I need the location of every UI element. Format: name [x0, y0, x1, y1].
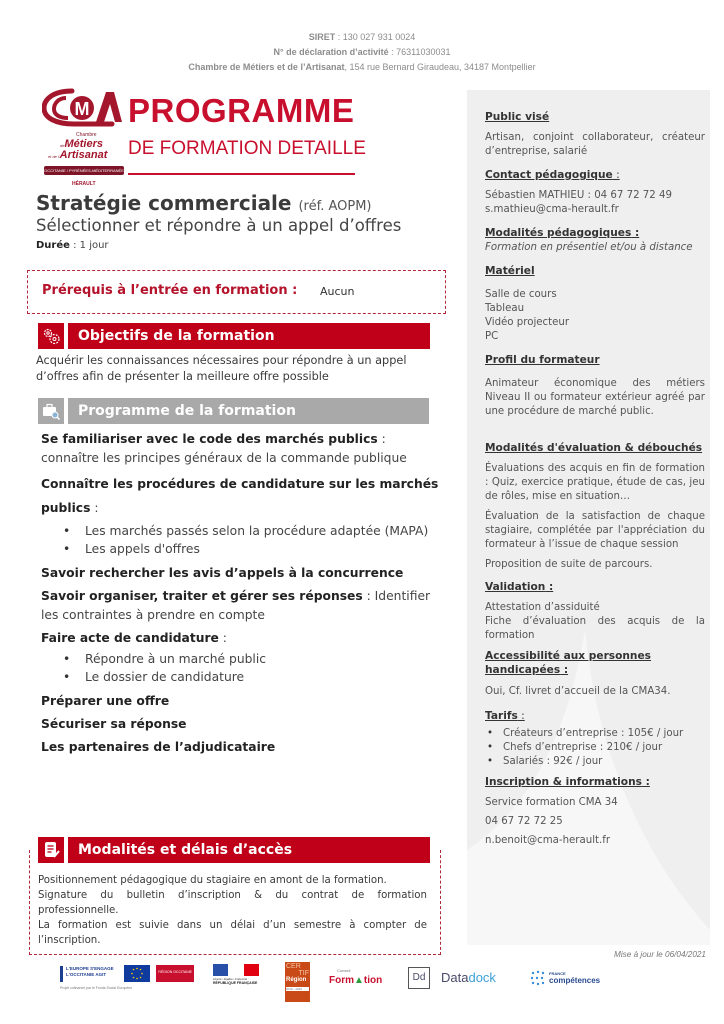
dots-grid-icon: [530, 970, 546, 988]
public-text: Artisan, conjoint collaborateur, créateur d’entreprise, salarié: [485, 132, 705, 157]
access-line: La formation est suivie dans un délai d’un semestre à compter de l’inscription.: [38, 920, 427, 946]
tarifs-heading: Tarifs :: [485, 710, 525, 722]
title-divider: [128, 173, 355, 175]
tarif-item: • Salariés : 92€ / jour: [485, 755, 705, 769]
course-title: [36, 191, 372, 215]
objectives-heading: Objectifs de la formation: [68, 323, 430, 349]
logo-europe-occitanie: [60, 966, 122, 982]
logo-conseil-formation: Conseil Form▲tion: [329, 968, 383, 986]
materiel-list: [485, 288, 705, 344]
conseil-text: Conseil: [337, 968, 351, 973]
inscription-heading: Inscription & informations :: [485, 776, 650, 788]
programme-item-title: Connaître les procédures de candidature sur les marchés publics: [41, 477, 439, 515]
datadock-mark-text: Dd: [412, 972, 426, 983]
svg-text:M: M: [74, 99, 90, 119]
org-label: Chambre de Métiers et de l’Artisanat: [188, 62, 345, 72]
modalites-heading: Modalités pédagogiques :: [485, 227, 640, 239]
checklist-pen-icon: [38, 837, 64, 863]
materiel-item: Vidéo projecteur: [485, 317, 570, 328]
programme-item-title: Se familiariser avec le code des marchés publics: [41, 432, 378, 446]
logo-certif-region: [285, 962, 310, 1002]
programme-heading: Programme de la formation: [68, 398, 429, 424]
header-info: [0, 30, 724, 75]
gears-icon: [38, 323, 64, 349]
evaluation-text: Proposition de suite de parcours.: [485, 559, 653, 570]
programme-item-title: Faire acte de candidature: [41, 631, 219, 645]
cma-logo-mark: [42, 88, 124, 128]
evaluation-text: Évaluation de la satisfaction de chaque stagiaire, complétée par l'appréciation du formateur à l’issue de chaque session: [485, 511, 705, 550]
contact-heading: Contact pédagogique :: [485, 169, 620, 181]
info-sidebar: [467, 90, 710, 945]
partner-logos: [0, 962, 724, 1012]
page-subtitle: DE FORMATION DETAILLE: [128, 138, 366, 159]
datadock-dock: dock: [468, 970, 496, 985]
logo-artisanat: [48, 149, 107, 161]
profil-heading: Profil du formateur: [485, 354, 600, 366]
logo-datadock-mark: [408, 967, 430, 989]
briefcase-search-icon: [38, 398, 64, 424]
programme-bullet: • Les appels d'offres: [41, 540, 446, 558]
programme-bullet: • Le dossier de candidature: [41, 668, 446, 686]
competences-text: compétences: [549, 976, 601, 985]
logo-france-competences: [530, 968, 610, 990]
programme-item-title: Savoir rechercher les avis d’appels à la concurrence: [41, 566, 404, 580]
certif-region: Région: [286, 977, 307, 983]
programme-item: [41, 738, 446, 757]
certif-mid: TIF: [298, 970, 309, 977]
france-text: FRANCE: [549, 971, 566, 976]
accessibility-heading-text: Accessibilité aux personnes handicapées: [485, 650, 651, 676]
logo-region-occitanie: [156, 965, 194, 982]
cma-logo: [42, 88, 124, 193]
programme-item: [41, 715, 446, 734]
update-note: Mise à jour le 06/04/2021: [614, 950, 706, 959]
access-text: [38, 873, 427, 948]
evaluation-text: Évaluations des acquis en fin de formation : Quiz, exercice pratique, étude de cas, jeu de rôles, mise en situation…: [485, 463, 705, 502]
contact-block: [485, 189, 705, 217]
inscription-block: [485, 793, 705, 850]
validation-item: Attestation d’assiduité: [485, 602, 600, 613]
programme-bullets: [41, 522, 446, 558]
programme-list: [41, 430, 446, 761]
siret-line: [0, 30, 724, 45]
programme-bullet: • Les marchés passés selon la procédure adaptée (MAPA): [41, 522, 446, 540]
course-title-text: Stratégie commerciale: [36, 191, 292, 215]
logo-metiers-text: Métiers: [64, 138, 103, 150]
programme-item-suffix: :: [362, 589, 375, 603]
declaration-label: N° de déclaration d’activité: [273, 47, 389, 57]
accessibility-heading: Accessibilité aux personnes handicapées :: [485, 650, 651, 676]
inscription-heading-text: Inscription & informations: [485, 776, 642, 788]
logo-et-de-l: et de l': [48, 154, 60, 159]
programme-item-detail: connaître les principes généraux de la commande publique: [41, 451, 407, 465]
contact-email: s.mathieu@cma-herault.fr: [485, 204, 619, 215]
programme-item: [41, 629, 446, 686]
validation-item: Fiche d’évaluation des acquis de la formation: [485, 616, 705, 641]
logo-republique-francaise: [213, 964, 259, 984]
logo-de: de: [60, 143, 65, 148]
programme-item-detail: Identifier les contraintes à prendre en compte: [41, 589, 431, 622]
objectives-section-header: [38, 323, 430, 349]
prerequisites-box: [27, 270, 446, 314]
contact-name-phone: Sébastien MATHIEU : 04 67 72 72 49: [485, 190, 672, 201]
logo-eu-flag: [124, 965, 150, 982]
programme-bullet: • Répondre à un marché public: [41, 650, 446, 668]
logo-europe-caption: Projet cofinancé par le Fonds Social Européen: [60, 986, 133, 990]
programme-item: [41, 472, 446, 558]
programme-item: [41, 430, 446, 468]
org-line: [0, 60, 724, 75]
programme-item-suffix: :: [90, 501, 99, 515]
course-subtitle: Sélectionner et répondre à un appel d’offres: [36, 216, 402, 235]
programme-item-suffix: :: [377, 432, 386, 446]
logo-occitanie-text: RÉGION OCCITANIE: [158, 970, 192, 974]
certif-years: 2016 - 2020: [286, 987, 309, 991]
materiel-item: Tableau: [485, 303, 525, 314]
siret-label: SIRET: [308, 32, 336, 42]
declaration-line: [0, 45, 724, 60]
validation-list: [485, 601, 705, 643]
access-heading: Modalités et délais d’accès: [68, 837, 430, 863]
inscription-phone: 04 67 72 72 25: [485, 816, 563, 827]
public-heading: Public visé: [485, 111, 550, 123]
logo-datadock-text: [441, 970, 496, 985]
duration-label: Durée: [36, 240, 70, 251]
inscription-service: Service formation CMA 34: [485, 797, 618, 808]
programme-bullets: [41, 650, 446, 686]
logo-department: HÉRAULT: [72, 181, 96, 187]
tarif-item: • Créateurs d’entreprise : 105€ / jour: [485, 727, 705, 741]
modalites-text: Formation en présentiel et/ou à distance: [485, 242, 693, 253]
org-address: , 154 rue Bernard Giraudeau, 34187 Montpellier: [344, 62, 536, 72]
siret-value: : 130 027 931 0024: [335, 32, 416, 42]
validation-heading: Validation :: [485, 581, 554, 593]
evaluation-heading: Modalités d'évaluation & débouchés: [485, 442, 703, 454]
certif-top: CER: [286, 963, 301, 970]
logo-republique-text: RÉPUBLIQUE FRANÇAISE: [213, 981, 258, 985]
programme-item-title: Les partenaires de l’adjudicataire: [41, 740, 276, 754]
formation-right: tion: [363, 975, 383, 986]
programme-item: [41, 587, 446, 625]
programme-item: [41, 692, 446, 711]
logo-europe-text: L'EUROPE S'ENGAGE L'OCCITANIE AGIT: [66, 966, 114, 977]
validation-heading-text: Validation: [485, 581, 546, 593]
prerequisites-label: Prérequis à l’entrée en formation :: [42, 283, 298, 298]
prerequisites-value: Aucun: [320, 285, 355, 298]
access-line: Positionnement pédagogique du stagiaire en amont de la formation.: [38, 875, 387, 886]
access-section-header: [38, 837, 430, 863]
datadock-data: Data: [441, 970, 469, 985]
tarifs-list: [485, 727, 705, 769]
tarif-item: • Chefs d’entreprise : 210€ / jour: [485, 741, 705, 755]
programme-section-header: [38, 398, 429, 424]
objectives-text: Acquérir les connaissances nécessaires pour répondre à un appel d’offres afin de présenter la meilleure offre possible: [36, 354, 407, 383]
profil-text: Animateur économique des métiers Niveau II ou formateur extérieur agréé par une procédure de marché public.: [485, 378, 705, 417]
declaration-value: : 76311030031: [388, 47, 451, 57]
page-title: PROGRAMME: [128, 92, 355, 129]
programme-item-suffix: :: [218, 631, 227, 645]
logo-artisanat-text: Artisanat: [59, 149, 108, 161]
course-ref: (réf. AOPM): [298, 199, 372, 214]
formation-left: Form: [329, 975, 354, 986]
duration: [36, 240, 109, 251]
eu-stars-icon: [124, 965, 150, 982]
programme-item-title: Préparer une offre: [41, 694, 170, 708]
duration-value: : 1 jour: [69, 240, 109, 251]
logo-chambre: Chambre: [76, 132, 97, 138]
programme-item: [41, 564, 446, 583]
logo-republique-motto: Liberté • Égalité • Fraternité: [213, 977, 248, 981]
programme-item-title: Savoir organiser, traiter et gérer ses réponses: [41, 589, 363, 603]
materiel-item: PC: [485, 331, 499, 342]
modalites-heading-text: Modalités pédagogiques: [485, 227, 632, 239]
materiel-heading: Matériel: [485, 265, 535, 277]
sidebar-content: [485, 110, 705, 859]
programme-item-title: Sécuriser sa réponse: [41, 717, 187, 731]
tarifs-heading-text: Tarifs: [485, 710, 518, 722]
inscription-email: n.benoit@cma-herault.fr: [485, 835, 611, 846]
accessibility-text: Oui, Cf. livret d’accueil de la CMA34.: [485, 686, 671, 697]
access-line: Signature du bulletin d’inscription & du contrat de formation professionnelle.: [38, 890, 427, 916]
materiel-item: Salle de cours: [485, 289, 557, 300]
contact-heading-text: Contact pédagogique: [485, 169, 613, 181]
logo-region-band: OCCITANIE / PYRÉNÉES-MÉDITERRANÉE: [44, 168, 124, 173]
